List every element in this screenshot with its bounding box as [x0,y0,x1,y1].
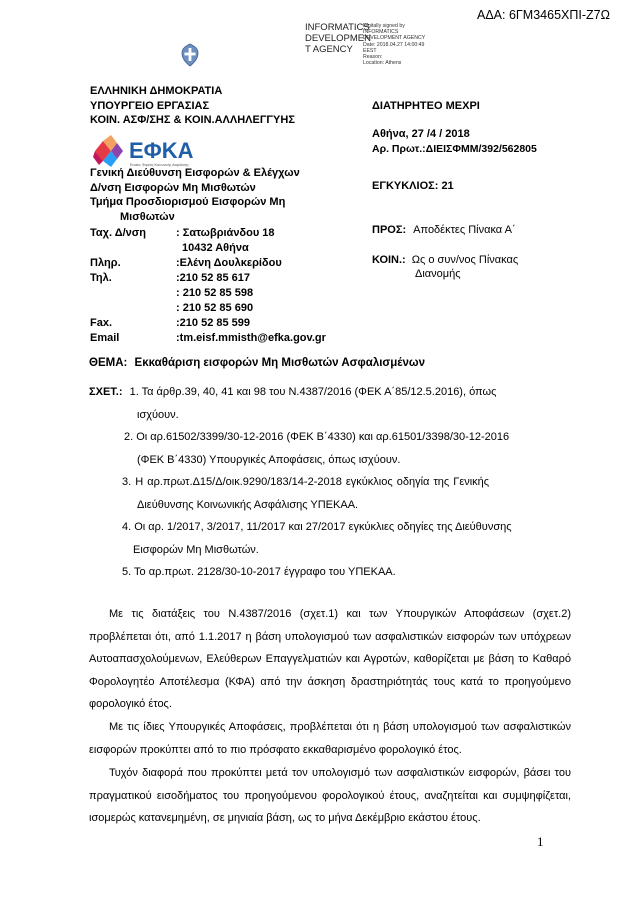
efka-logo-mark [93,135,123,167]
fax-value: :210 52 85 599 [176,317,251,329]
contact-address-row-2 [90,241,326,256]
body-paragraph: Τυχόν διαφορά που προκύπτει μετά τον υπολογισμό των ασφαλιστικών εισφορών, βάσει του πραγματικού εισοδήματος του προηγούμενου φορολογικού έτους, αναζητείται και συμψηφίζεται, ισομερώς κατανεμημένη, σε μηνιαία βάση, ως το μήνα Δεκέμβριο εκάστου έτους. [89,767,571,825]
tel-label: Τηλ. [90,272,112,284]
contact-block [90,226,326,346]
contact-tel-row-2 [90,286,326,301]
contact-info-row [90,256,326,271]
efka-logo [90,133,218,169]
efka-logo-subtitle: Ενιαίος Φορέας Κοινωνικής Ασφάλισης [130,163,189,167]
subject-text: Εκκαθάριση εισφορών Μη Μισθωτών Ασφαλισμένων [134,357,426,369]
references-label: ΣΧΕΤ.: [89,386,123,398]
tel-value-1: :210 52 85 617 [176,272,251,284]
reference-3: 3. Η αρ.πρωτ.Δ15/Δ/οικ.9290/183/14-2-2018 εγκύκλιος οδηγία της Γενικής [122,476,490,488]
signature-signer-line: INFORMATICS [305,22,370,33]
signature-detail-line: Digitally signed by [363,23,405,29]
dept-directorate: Δ/νση Εισφορών Μη Μισθωτών [90,181,256,194]
tel-value-3: : 210 52 85 690 [176,302,254,314]
subject-label: ΘΕΜΑ: [89,357,128,369]
signature-detail-line: Date: 2018.04.27 14:00:49 [363,41,425,48]
tel-value-2: : 210 52 85 598 [176,287,254,299]
recipients-label: ΠΡΟΣ: [372,224,407,236]
contact-tel-row-3 [90,301,326,316]
body-paragraph: Με τις διατάξεις του Ν.4387/2016 (σχετ.1) και των Υπουργικών Αποφάσεων (σχετ.2) προβλέπεται ότι, από 1.1.2017 η βάση υπολογισμού των ασφαλιστικών εισφορών των υπόχρεων Αυτοαπασχολούμενων, Ελεύθερων Επαγγελματιών και Αγροτών, καθορίζεται με βάση το Καθαρό Φορολογητέο Αποτέλεσμα (ΚΦΑ) από την άσκηση δραστηριότητάς τους κατά το προηγούμενο φορολογικό έτος. [89,608,571,711]
cc-value-cont: Διανομής [415,268,461,280]
recipients-value: Αποδέκτες Πίνακα Α΄ [413,224,516,236]
protocol-number: Αρ. Πρωτ.:ΔΙΕΙΣΦΜΜ/392/562805 [372,143,537,155]
dept-general-directorate: Γενική Διεύθυνση Εισφορών & Ελέγχων [90,167,300,179]
email-value: :tm.eisf.mmisth@efka.gov.gr [176,332,326,344]
header-line-republic: ΕΛΛΗΝΙΚΗ ΔΗΜΟΚΡΑΤΙΑ [90,85,223,97]
contact-tel-row [90,271,326,286]
reference-4-cont: Εισφορών Μη Μισθωτών. [133,544,259,556]
ada-code: ΑΔΑ: 6ΓΜ3465ΧΠΙ-Ζ7Ω [477,8,610,22]
signature-detail-line: Location: Athens [363,60,402,67]
cc-value: Ως ο συν/νος Πίνακας [411,254,519,266]
reference-5: 5. Το αρ.πρωτ. 2128/30-10-2017 έγγραφο του ΥΠΕΚΑΑ. [122,566,396,578]
signature-details [363,23,441,66]
cc-row [372,254,518,266]
reference-1-cont: ισχύουν. [137,409,179,421]
contact-fax-row [90,316,326,331]
address-label: Ταχ. Δ/νση [90,227,147,239]
contact-address-row [90,226,326,241]
references-first [89,381,496,403]
reference-2-cont: (ΦΕΚ Β΄4330) Υπουργικές Αποφάσεις, όπως ισχύουν. [137,454,401,466]
signature-detail-line: INFORMATICS [363,29,399,36]
contact-email-row [90,331,326,346]
address-value-2: 10432 Αθήνα [182,242,249,254]
header-line-ministry-sub: ΚΟΙΝ. ΑΣΦ/ΣΗΣ & ΚΟΙΝ.ΑΛΛΗΛΕΓΓΥΗΣ [90,114,295,126]
retain-until: ΔΙΑΤΗΡΗΤΕΟ ΜΕΧΡΙ [372,100,480,112]
spacer [90,286,176,301]
signature-signer-line: DEVELOPMEN [305,33,371,44]
page-number: 1 [537,834,544,849]
reference-3-cont: Διεύθυνσης Κοινωνικής Ασφάλισης ΥΠΕΚΑΑ. [137,499,359,511]
reference-2: 2. Οι αρ.61502/3399/30-12-2016 (ΦΕΚ Β΄4330) και αρ.61501/3398/30-12-2016 [124,431,510,443]
info-label: Πληρ. [90,257,121,269]
body-paragraph: Με τις ίδιες Υπουργικές Αποφάσεις, προβλέπεται ότι η βάση υπολογισμού των ασφαλιστικών εισφορών προκύπτει από το πιο πρόσφατο εκκαθαρισμένο φορολογικό έτος. [89,721,571,756]
circular-number: ΕΓΚΥΚΛΙΟΣ: 21 [372,180,454,192]
dept-section-cont: Μισθωτών [120,210,175,223]
signature-detail-line: Reason: [363,54,383,61]
subject-line [89,357,425,369]
signature-signer-line: T AGENCY [305,44,353,55]
ministry-header [90,84,295,128]
recipients-row [372,224,516,236]
signature-detail-line: DEVELOPMENT AGENCY [363,35,426,42]
spacer [90,301,176,316]
fax-label: Fax. [90,317,113,329]
reference-1: 1. Τα άρθρ.39, 40, 41 και 98 του Ν.4387/2016 (ΦΕΚ Α΄85/12.5.2016), όπως [129,386,497,398]
efka-logo-text: ΕΦΚΑ [129,138,194,163]
header-line-ministry: ΥΠΟΥΡΓΕΙΟ ΕΡΓΑΣΙΑΣ [90,99,210,112]
department-block [90,166,350,224]
info-value: :Ελένη Δουλκερίδου [176,257,282,269]
reference-4: 4. Οι αρ. 1/2017, 3/2017, 11/2017 και 27/2017 εγκύκλιες οδηγίες της Διεύθυνσης [122,521,512,533]
cc-label: ΚΟΙΝ.: [372,254,406,266]
spacer [90,241,176,256]
dept-section: Τμήμα Προσδιορισμού Εισφορών Μη [90,196,286,208]
signature-detail-line: EEST [363,47,377,54]
email-label: Email [90,332,120,344]
document-date: Αθήνα, 27 /4 / 2018 [372,128,470,140]
greek-emblem-icon [180,43,200,67]
address-value: : Σατωβριάνδου 18 [176,227,275,239]
